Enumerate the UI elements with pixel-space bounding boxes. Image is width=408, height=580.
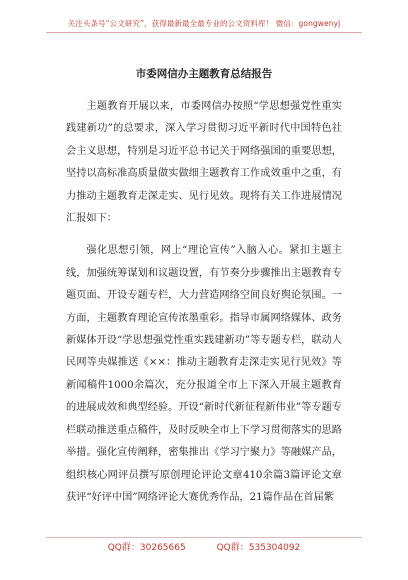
- paragraph-section-1: 强化思想引领，网上“理论宣传”入脑入心。紧扣主题主线，加强统筹谋划和议题设置，有节奏分步骤推出主题教育专题页面、开设专题专栏，大力营造网络空间良好舆论氛围。一方面，主题教育理论宣传浓墨重彩。指导市属网络媒体、政务新媒体开设“学思想强党性重实践建新功”等专题专栏，联动人民网等央媒推送《××：推动主题教育走深走实见行见效》等新闻稿件1000余篇次，充分报道全市上下深入开展主题教育的进展成效和典型经验。开设“新时代新征程新伟业”等专题专栏联动推送重点稿件，及时反映全市上下学习贯彻落实的思路举措。强化宣传阐释，密集推出《学习宁聚力》等融媒产品，组织核心网评员撰写原创理论评论文章410余篇3篇评论文章获评“好评中国”网络评论大赛优秀作品，21篇作品在首届紫: [66, 245, 342, 503]
- paragraph-intro: 主题教育开展以来，市委网信办按照“学思想强党性重实践建新功”的总要求，深入学习贯彻习近平新时代中国特色社会主义思想，特别是习近平总书记关于网络强国的重要思想，坚持以高标准高质量做实做细主题教育工作成效重中之重，有力推动主题教育走深走实、见行见效。现将有关工作进展情况汇报如下：: [66, 101, 342, 225]
- document-body: [66, 96, 342, 509]
- page-header: [0, 0, 408, 40]
- footer-divider: [46, 537, 362, 538]
- header-divider: [46, 32, 362, 33]
- footer-qq-group-1: QQ群：30265665: [107, 543, 186, 553]
- header-banner-text: 关注头条号“公文研究”，获得最新最全最专业的公文资料库！ 微信：gongwenyj: [67, 19, 341, 28]
- footer-qq-group-2: QQ群：535304092: [216, 543, 301, 553]
- document-title: 市委网信办主题教育总结报告: [135, 68, 273, 80]
- page-footer: [0, 540, 408, 553]
